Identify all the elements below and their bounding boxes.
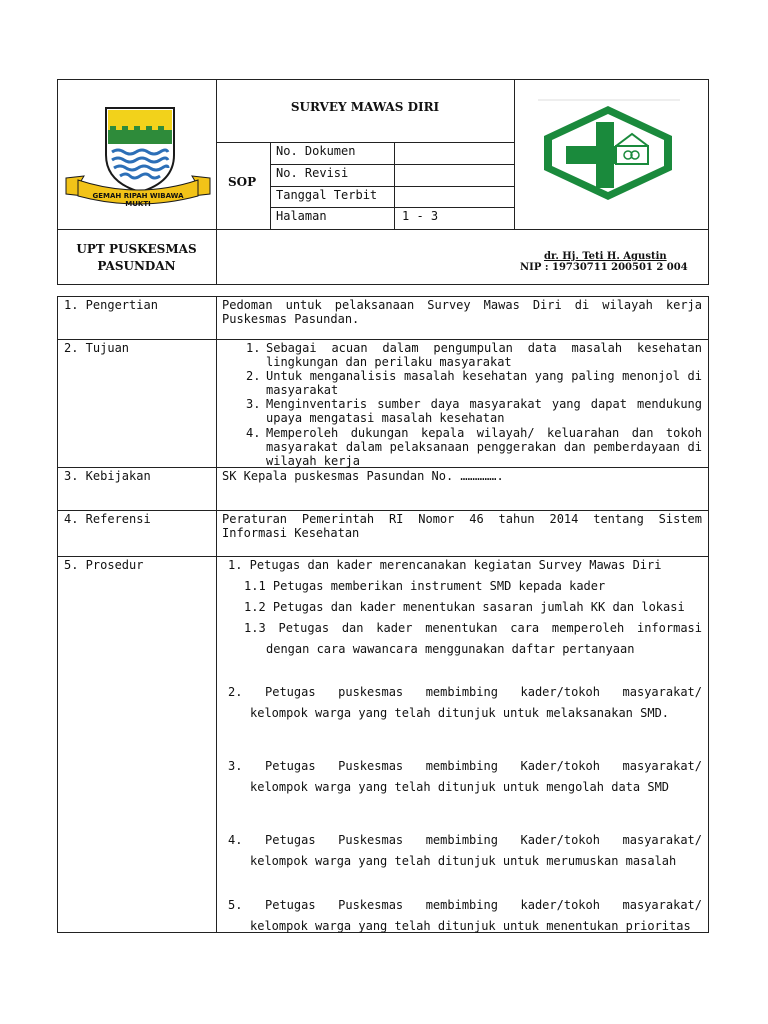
- list-item: Sebagai acuan dalam pengumpulan data masalah kesehatan lingkungan dan perilaku masyarakat: [266, 341, 702, 369]
- sop-label: SOP: [228, 175, 257, 189]
- procedure-step: 3. Petugas Puskesmas membimbing Kader/tokoh masyarakat/: [228, 759, 702, 773]
- doc-field-label: No. Dokumen: [276, 144, 356, 158]
- procedure-step: 2. Petugas puskesmas membimbing kader/tokoh masyarakat/: [228, 685, 702, 699]
- puskesmas-cross-logo-icon: [538, 98, 680, 208]
- header-divider: [270, 164, 514, 165]
- signatory-name: dr. Hj. Teti H. Agustin: [544, 251, 667, 262]
- doc-field-label: Tanggal Terbit: [276, 188, 378, 202]
- list-item: Untuk menganalisis masalah kesehatan yang paling menonjol di masyarakat: [266, 369, 702, 397]
- list-item: Menginventaris sumber daya masyarakat yang dapat mendukung upaya mengatasi masalah kesehatan: [266, 397, 702, 425]
- doc-field-value: 1 - 3: [402, 209, 439, 223]
- procedure-step: kelompok warga yang telah ditunjuk untuk melaksanakan SMD.: [250, 706, 670, 720]
- procedure-substep: 1.2 Petugas dan kader menentukan sasaran jumlah KK dan lokasi: [244, 600, 685, 614]
- procedure-substep: 1.3 Petugas dan kader menentukan cara memperoleh informasi: [244, 621, 702, 635]
- list-item-number: 1.: [246, 341, 261, 355]
- institution-name: UPT PUSKESMAS: [76, 242, 197, 256]
- section-label-kebijakan: 3. Kebijakan: [64, 469, 151, 483]
- body-divider: [57, 556, 709, 557]
- section-label-referensi: 4. Referensi: [64, 512, 151, 526]
- procedure-step: kelompok warga yang telah ditunjuk untuk menentukan prioritas: [250, 919, 691, 933]
- header-divider: [216, 142, 514, 143]
- list-item-number: 4.: [246, 426, 261, 440]
- signatory-nip: NIP : 19730711 200501 2 004: [520, 262, 688, 273]
- procedure-step: 5. Petugas Puskesmas membimbing kader/tokoh masyarakat/: [228, 898, 702, 912]
- list-item: Memperoleh dukungan kepala wilayah/ keluarahan dan tokoh masyarakat dalam pelaksanaan penggerakan dan pemberdayaan di wilayah kerja: [266, 426, 702, 468]
- puskesmas-logo: [538, 98, 680, 208]
- emblem-motto: GEMAH RIPAH WIBAWA MUKTI: [92, 192, 184, 208]
- header-divider: [514, 79, 515, 229]
- procedure-step: 1. Petugas dan kader merencanakan kegiatan Survey Mawas Diri: [228, 558, 662, 572]
- procedure-step: kelompok warga yang telah ditunjuk untuk merumuskan masalah: [250, 854, 677, 868]
- procedure-substep: 1.1 Petugas memberikan instrument SMD kepada kader: [244, 579, 606, 593]
- procedure-step: 4. Petugas Puskesmas membimbing Kader/tokoh masyarakat/: [228, 833, 702, 847]
- section-label-pengertian: 1. Pengertian: [64, 298, 158, 312]
- doc-field-label: Halaman: [276, 209, 327, 223]
- institution-name: PASUNDAN: [97, 259, 176, 273]
- list-item-number: 3.: [246, 397, 261, 411]
- section-label-tujuan: 2. Tujuan: [64, 341, 130, 355]
- procedure-substep: dengan cara wawancara menggunakan daftar pertanyaan: [266, 642, 635, 656]
- list-item-number: 2.: [246, 369, 261, 383]
- section-text-referensi: Peraturan Pemerintah RI Nomor 46 tahun 2014 tentang Sistem Informasi Kesehatan: [222, 512, 702, 540]
- body-divider: [216, 296, 217, 933]
- page-title: SURVEY MAWAS DIRI: [290, 100, 440, 114]
- header-divider: [270, 186, 514, 187]
- header-divider: [270, 207, 514, 208]
- doc-field-label: No. Revisi: [276, 166, 349, 180]
- section-text-kebijakan: SK Kepala puskesmas Pasundan No. …………….: [222, 469, 504, 483]
- section-text-pengertian: Pedoman untuk pelaksanaan Survey Mawas Diri di wilayah kerja Puskesmas Pasundan.: [222, 298, 702, 326]
- section-label-prosedur: 5. Prosedur: [64, 558, 144, 572]
- body-divider: [57, 510, 709, 511]
- city-emblem-logo: [64, 100, 212, 210]
- header-divider: [57, 229, 709, 230]
- body-divider: [57, 339, 709, 340]
- procedure-step: kelompok warga yang telah ditunjuk untuk mengolah data SMD: [250, 780, 670, 794]
